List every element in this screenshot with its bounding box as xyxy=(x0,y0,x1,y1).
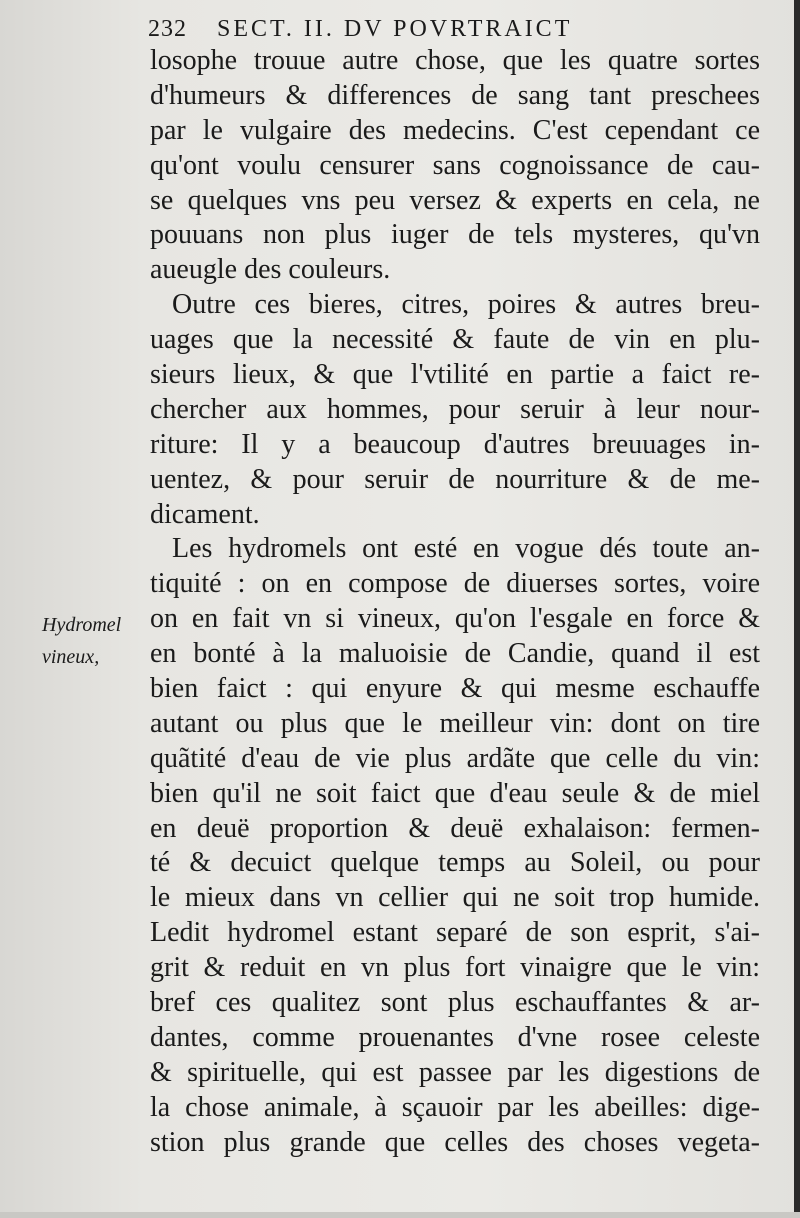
text-line: chercher aux hommes, pour seruir à leur nour- xyxy=(150,393,760,425)
text-line: bref ces qualitez sont plus eschauffantes & ar- xyxy=(150,987,760,1019)
text-line: grit & reduit en vn plus fort vinaigre que le vin: xyxy=(150,952,760,984)
text-line: bien faict : qui enyure & qui mesme eschauffe xyxy=(150,673,760,705)
text-line: sieurs lieux, & que l'vtilité en partie a faict re- xyxy=(150,359,760,391)
text-line: riture: Il y a beaucoup d'autres breuuages in- xyxy=(150,428,760,460)
text-line: & spirituelle, qui est passee par les digestions de xyxy=(150,1056,760,1088)
text-line: la chose animale, à sçauoir par les abeilles: dige- xyxy=(150,1091,760,1123)
margin-note-vineux: vineux, xyxy=(42,646,100,668)
text-line: quãtité d'eau de vie plus ardãte que celle du vin: xyxy=(150,742,760,774)
text-line: pouuans non plus iuger de tels mysteres, qu'vn xyxy=(150,219,760,251)
page-edge-shadow xyxy=(794,0,800,1218)
text-line: en bonté à la maluoisie de Candie, quand il est xyxy=(150,638,760,670)
text-line: dantes, comme prouenantes d'vne rosee celeste xyxy=(150,1021,760,1053)
text-line: té & decuict quelque temps au Soleil, ou pour xyxy=(150,847,760,879)
text-line: dicament. xyxy=(150,498,260,530)
text-line: d'humeurs & differences de sang tant preschees xyxy=(150,79,760,111)
text-line: aueugle des couleurs. xyxy=(150,254,391,286)
text-line: on en fait vn si vineux, qu'on l'esgale en force & xyxy=(150,603,760,635)
text-line: bien qu'il ne soit faict que d'eau seule & de miel xyxy=(150,777,760,809)
text-line: par le vulgaire des medecins. C'est cependant ce xyxy=(150,114,760,146)
page-number: 232 xyxy=(148,16,187,42)
text-line: se quelques vns peu versez & experts en cela, ne xyxy=(150,184,760,216)
text-line: uages que la necessité & faute de vin en plu- xyxy=(150,324,760,356)
text-line: qu'ont voulu censurer sans cognoissance de cau- xyxy=(150,149,760,181)
text-line: tiquité : on en compose de diuerses sortes, voire xyxy=(150,568,760,600)
text-line: Outre ces bieres, citres, poires & autres breu- xyxy=(172,289,760,321)
running-head xyxy=(148,12,748,46)
text-line: en deuë proportion & deuë exhalaison: fermen- xyxy=(150,812,760,844)
text-line: uentez, & pour seruir de nourriture & de me- xyxy=(150,463,760,495)
margin-note-hydromel: Hydromel xyxy=(42,614,122,636)
text-line: stion plus grande que celles des choses vegeta- xyxy=(150,1126,760,1158)
page-bottom-edge xyxy=(0,1212,800,1218)
text-line: autant ou plus que le meilleur vin: dont on tire xyxy=(150,707,760,739)
text-line: losophe trouue autre chose, que les quatre sortes xyxy=(150,45,760,76)
running-head-title: SECT. II. DV POVRTRAICT xyxy=(217,16,573,42)
text-line: Les hydromels ont esté en vogue dés toute an- xyxy=(172,533,760,565)
body-text xyxy=(150,44,760,1161)
text-line: Ledit hydromel estant separé de son esprit, s'ai- xyxy=(150,917,760,949)
text-line: le mieux dans vn cellier qui ne soit trop humide. xyxy=(150,882,760,914)
